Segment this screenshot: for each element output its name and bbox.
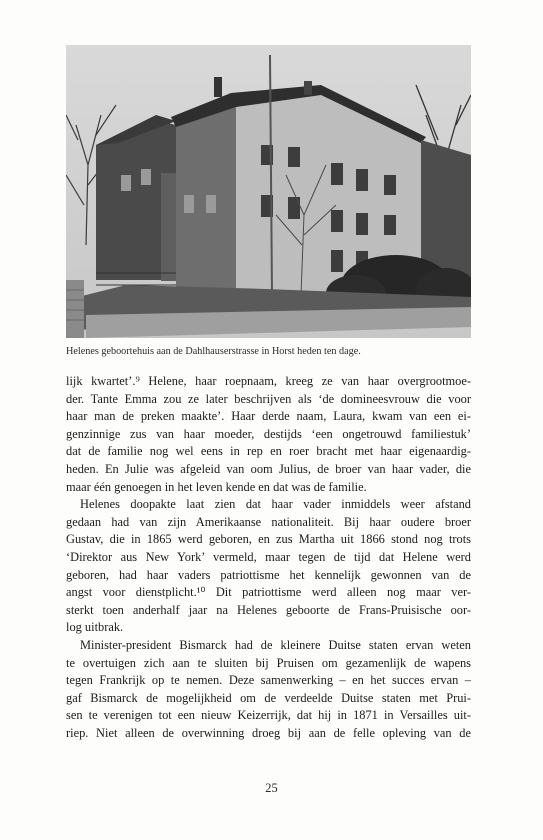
text-line: angst voor dienstplicht.¹⁰ Dit patriottisme werd alleen nog maar ver- [66,585,471,600]
text-line: heden. En Julie was afgeleid van oom Julius, de broer van haar vader, die [66,461,471,476]
text-line: Minister-president Bismarck had de kleinere Duitse staten ervan weten [80,637,471,652]
text-line: genzinnige zus van haar moeder, destijds ‘een ongetrouwd familiestuk’ [66,426,471,441]
text-line: Helenes doopakte laat zien dat haar vader inmiddels weer afstand [80,497,471,512]
house-photo [66,45,471,338]
text-line: haar man de preken maakte’. Haar derde naam, Laura, kwam van een ei- [66,409,471,424]
text-line: dat de familie nog wel eens in rep en roer bracht met haar eigenaardig- [66,444,471,459]
photo-caption: Helenes geboortehuis aan de Dahlhauserstrasse in Horst heden ten dage. [66,346,361,357]
text-line: ‘Direktor aus New York’ vermeld, maar tegen de tijd dat Helene werd [66,549,471,564]
text-line: Gustav, die in 1865 werd geboren, en zus Martha uit 1866 stond nog trots [66,532,471,547]
text-line: maar één genoegen in het leven kende en dat was de familie. [66,479,367,494]
text-line: tegen Frankrijk op te nemen. Deze samenwerking – en het succes ervan – [66,673,471,688]
text-line: der. Tante Emma zou ze later beschrijven als ‘de domineesvrouw die voor [66,391,471,406]
text-line: sen te verenigen tot een nieuw Keizerrijk, dat hij in 1871 in Versailles uit- [66,708,471,723]
text-line: riep. Niet alleen de overwinning droeg bij aan de felle opleving van de [66,725,471,740]
page-number: 25 [265,781,278,795]
text-line: te overtuigen zich aan te sluiten bij Pruisen om gezamenlijk de wapens [66,655,471,670]
body-text [66,373,471,742]
text-line: gedaan had van zijn Amerikaanse nationaliteit. Bij haar oudere broer [66,514,471,529]
text-line: sterkt toen anderhalf jaar na Helenes geboorte de Frans-Pruisische oor- [66,602,471,617]
text-line: log uitbrak. [66,620,124,635]
text-line: lijk kwartet’.⁹ Helene, haar roepnaam, kreeg ze van haar overgrootmoe- [66,374,471,388]
text-line: gaf Bismarck de mogelijkheid om de verdeelde Duitse staten met Prui- [66,690,471,705]
text-line: geboren, had haar vaders patriottisme het kennelijk gewonnen van de [66,567,471,582]
